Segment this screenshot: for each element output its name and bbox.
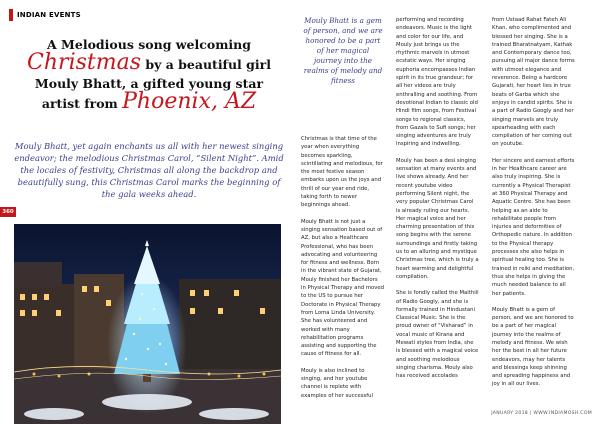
paragraph: Mouly Bhatt is a gem of person, and we are honored to be a part of her magical journey into the realms of melody and fitness. We wish her the best in all her future endeavors, may her talents and blessings keep shinning and spreading happiness and joy in all our lives.: [492, 306, 574, 388]
headline-line-2-rest: by a beautiful girl: [141, 57, 271, 72]
headline-line-3: Mouly Bhatt, a gifted young star: [34, 76, 264, 91]
article-column-1: [301, 135, 384, 408]
pull-quote: Mouly Bhatt is a gem of person, and we are honored to be a part of her magical journey into the realms of melody and fitness: [303, 16, 383, 85]
headline-christmas-word: Christmas: [27, 50, 141, 75]
paragraph: from Ustaad Rahat Fateh Ali Khan, who complimented and blessed her singing. She is a trained Bharatnatyam, Kathak and Contemporary dance too, pursuing all major dance forms with utmost elegance and reverence. Being a hardcore Gujarati, her heart lies in true beats of Garba which she enjoys in candid spirits. She is a part of Radio Googly and her singing marvels are truly spearheading with each compilation of her coming out on youtube.: [492, 17, 575, 148]
paragraph: Mouly has been a desi singing sensation at many events and live shows already. And her recent youtube video performing Silent night, the very popular Christmas Carol is already ruling our hearts. Her magical voice and her charming presentation of this song begins with the serene surroundings and firstly taking us to an alluring and mystique Christmas tree, which is truly a heart warming and delightful compilation.: [396, 157, 479, 280]
christmas-scene-illustration: [14, 224, 281, 424]
paragraph: performing and recording endeavors. Music is the light and color for our life, and Mouly just brings us the rhythmic marvels in utmost ecstatic ways. Her singing euphoria encompasses Indian spirit in its true grandeur; for all her videos are truly enthralling and soothing. From devotional Indian to classic old Hindi film songs, from Festival songs to regional classics, from Gazals to Sufi songs; her singing adventures are truly inspiring and indwelling.: [396, 17, 478, 148]
headline-line-4-pre: artist from: [41, 96, 123, 111]
article-column-3: [492, 16, 575, 397]
paragraph: She is fondly called the Maithili of Radio Googly, and she is formally trained in Hindustani Classical Music. She is the proud owner of “Visharad” in vocal music of Kirana and Mewati styles from India, she is blessed with a magical voice and soothing melodious singing charisma. Mouly also has received accolades: [396, 290, 479, 380]
headline-location-word: Phoenix, AZ: [122, 89, 257, 114]
article-column-2: [396, 16, 479, 388]
page-footer: JANUARY 2018 | WWW.INDIAMOSH.COM: [491, 411, 592, 416]
headline-line-2: [18, 52, 280, 76]
section-tag: [9, 8, 81, 22]
paragraph: Her sincere and earnest efforts in her Healthcare career are also truly inspiring. She is currently a Physical Therapist at 360 Physical Therapy and Aquatic Centre. She has been helping as an aide to rehabilitate people from injuries and deformities of Orthopedic nature. In addition to the Physical therapy processes she also helps in spiritual healing too. She is trained in reiki and meditation, thus she helps in giving the much needed balance to all her patients.: [492, 157, 575, 297]
paragraph: Christmas is that time of the year when everything becomes sparkling, scintillating and melodious, for the most festive season embarks upon us the joys and thrill of our year end ride, taking forth to newer beginnings ahead.: [301, 136, 383, 209]
section-label: INDIAN EVENTS: [17, 11, 81, 19]
christmas-tree-photo: [14, 224, 281, 424]
article-headline: [18, 38, 280, 115]
headline-line-1: A Melodious song welcoming: [47, 37, 251, 52]
paragraph: Mouly Bhatt is not just a singing sensation based out of AZ, but also a Healthcare Professional, who has been advocating and volunteering for fitness and wellness. Born in the vibrant state of Gujarat, Mouly finished her Bachelors in Physical Therapy and moved to the US to pursue her Doctorate in Physical Therapy from Loma Linda University. She has volunteered and worked with many rehabilitation programs assisting and supporting the cause of fitness for all.: [301, 218, 385, 358]
page-number: 360: [0, 207, 16, 217]
headline-line-4: [18, 91, 280, 115]
paragraph: Mouly is also inclined to singing, and her youtube channel is replete with examples of her successful: [301, 367, 373, 399]
article-lede: Mouly Bhatt, yet again enchants us all with her newest singing endeavor; the melodious Christmas Carol, “Silent Night”. Amid the locales of festivity, Christmas all along the backdrop and beautifully sung, this Christmas Carol marks the beginning of the gala weeks ahead.: [14, 141, 284, 200]
section-tag-bar: [9, 9, 13, 21]
